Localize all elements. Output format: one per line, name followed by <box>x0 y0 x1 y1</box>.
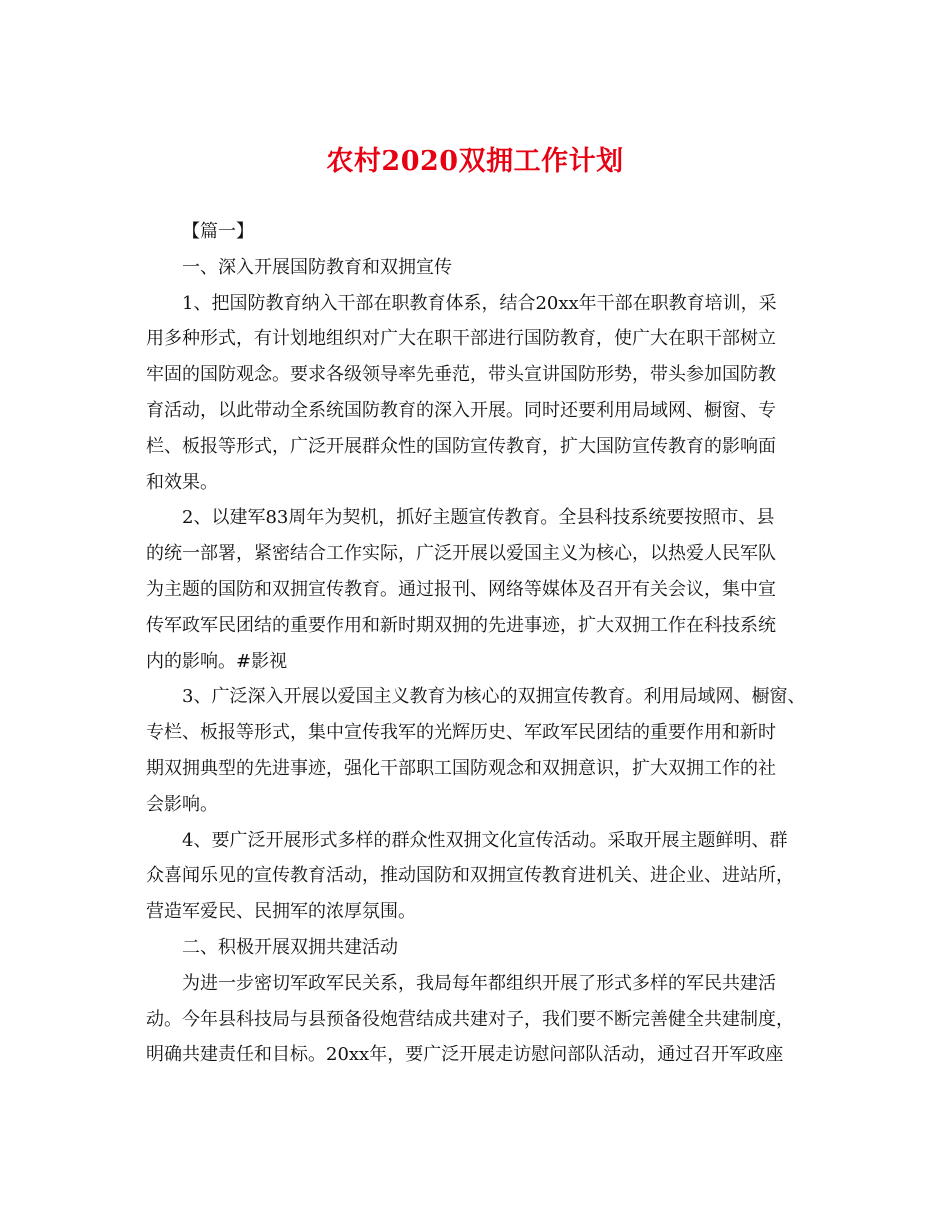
body-line: 的统一部署，紧密结合工作实际，广泛开展以爱国主义为核心，以热爱人民军队 <box>146 543 776 565</box>
body-line: 为进一步密切军政军民关系，我局每年都组织开展了形式多样的军民共建活 <box>182 972 776 994</box>
body-line: 2、以建军83周年为契机，抓好主题宣传教育。全县科技系统要按照市、县 <box>182 507 775 529</box>
body-line: 用多种形式，有计划地组织对广大在职干部进行国防教育，使广大在职干部树立 <box>146 328 776 350</box>
body-line: 4、要广泛开展形式多样的群众性双拥文化宣传活动。采取开展主题鲜明、群 <box>182 829 788 851</box>
document-title: 农村2020双拥工作计划 <box>326 146 624 177</box>
body-line: 为主题的国防和双拥宣传教育。通过报刊、网络等媒体及召开有关会议，集中宣 <box>146 578 776 600</box>
body-line: 育活动，以此带动全系统国防教育的深入开展。同时还要利用局域网、橱窗、专 <box>146 399 776 421</box>
body-line: 3、广泛深入开展以爱国主义教育为核心的双拥宣传教育。利用局域网、橱窗、 <box>182 686 806 708</box>
body-line: 二、积极开展双拥共建活动 <box>182 936 398 958</box>
document-body <box>146 214 826 1073</box>
body-line: 期双拥典型的先进事迹，强化干部职工国防观念和双拥意识，扩大双拥工作的社 <box>146 757 776 779</box>
body-line: 栏、板报等形式，广泛开展群众性的国防宣传教育，扩大国防宣传教育的影响面 <box>146 435 776 457</box>
body-line: 牢固的国防观念。要求各级领导率先垂范，带头宣讲国防形势，带头参加国防教 <box>146 364 776 386</box>
body-line: 会影响。 <box>146 793 218 815</box>
body-line: 专栏、板报等形式，集中宣传我军的光辉历史、军政军民团结的重要作用和新时 <box>146 722 776 744</box>
body-line: 明确共建责任和目标。20xx年，要广泛开展走访慰问部队活动，通过召开军政座 <box>146 1044 784 1066</box>
body-line: 内的影响。#影视 <box>146 650 288 672</box>
body-line: 【篇一】 <box>182 221 254 242</box>
body-line: 动。今年县科技局与县预备役炮营结成共建对子，我们要不断完善健全共建制度， <box>146 1008 794 1030</box>
body-line: 营造军爱民、民拥军的浓厚氛围。 <box>146 901 416 923</box>
body-line: 一、深入开展国防教育和双拥宣传 <box>182 256 452 278</box>
body-line: 和效果。 <box>146 471 218 493</box>
body-line: 传军政军民团结的重要作用和新时期双拥的先进事迹，扩大双拥工作在科技系统 <box>146 614 776 636</box>
body-line: 众喜闻乐见的宣传教育活动，推动国防和双拥宣传教育进机关、进企业、进站所， <box>146 865 794 887</box>
body-line: 1、把国防教育纳入干部在职教育体系，结合20xx年干部在职教育培训，采 <box>182 292 777 314</box>
